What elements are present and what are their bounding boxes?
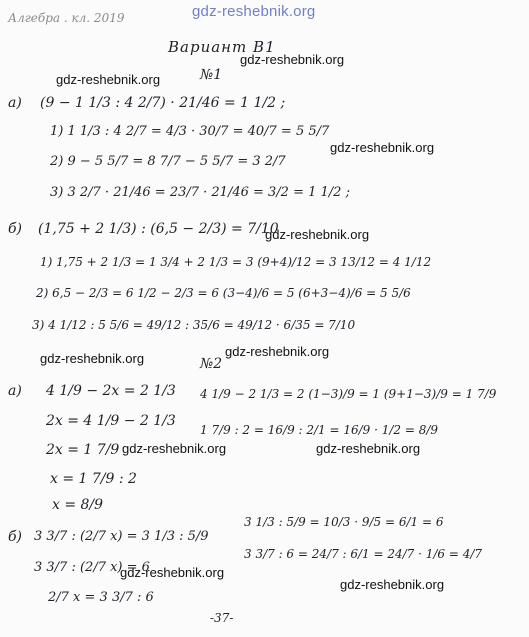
task1-b-marker: б): [8, 221, 23, 237]
watermark-8: gdz-reshebnik.org: [316, 441, 421, 456]
task2-b-line-1: 3 3/7 : (2/7 x) = 3 1/3 : 5/9: [34, 529, 209, 544]
task1-a-step-2: 2) 9 − 5 5/7 = 8 7/7 − 5 5/7 = 3 2/7: [50, 154, 286, 169]
task2-b-check-1: 3 1/3 : 5/9 = 10/3 · 9/5 = 6/1 = 6: [244, 515, 444, 529]
task1-b-step-1: 1) 1,75 + 2 1/3 = 1 3/4 + 2 1/3 = 3 (9+4)/12 = 3 13/12 = 4 1/12: [40, 255, 432, 269]
task2-a-check-1: 4 1/9 − 2 1/3 = 2 (1−3)/9 = 1 (9+1−3)/9 = 1 7/9: [200, 387, 497, 401]
header-scribble: Алгебра . кл. 2019: [8, 11, 125, 25]
task1-a-main: (9 − 1 1/3 : 4 2/7) · 21/46 = 1 1/2 ;: [40, 95, 286, 111]
task2-number: №2: [200, 356, 223, 372]
watermark-7: gdz-reshebnik.org: [122, 441, 227, 456]
task1-a-step-1: 1) 1 1/3 : 4 2/7 = 4/3 · 30/7 = 40/7 = 5 5/7: [50, 124, 330, 139]
task2-a-line-3: 2x = 1 7/9: [46, 442, 120, 458]
task1-a-marker: а): [8, 95, 22, 111]
task2-b-line-2: 3 3/7 : (2/7 x) = 6: [34, 560, 150, 575]
task1-b-step-2: 2) 6,5 − 2/3 = 6 1/2 − 2/3 = 6 (3−4)/6 = 5 (6+3−4)/6 = 5 5/6: [36, 286, 411, 300]
task1-number: №1: [200, 67, 223, 83]
task2-a-line-2: 2x = 4 1/9 − 2 1/3: [46, 413, 176, 429]
page-number: -37-: [210, 611, 234, 625]
task1-b-step-3: 3) 4 1/12 : 5 5/6 = 49/12 : 35/6 = 49/12 · 6/35 = 7/10: [32, 318, 356, 332]
watermark-10: gdz-reshebnik.org: [340, 577, 445, 592]
watermark-4: gdz-reshebnik.org: [265, 227, 370, 242]
task2-a-marker: а): [8, 383, 22, 399]
watermark-6: gdz-reshebnik.org: [225, 344, 330, 359]
variant-title: Вариант В1: [168, 38, 276, 56]
task1-a-step-3: 3) 3 2/7 · 21/46 = 23/7 · 21/46 = 3/2 = 1 1/2 ;: [50, 185, 350, 200]
watermark-2: gdz-reshebnik.org: [56, 72, 161, 87]
task2-a-line-4: x = 1 7/9 : 2: [50, 471, 137, 487]
site-header: gdz-reshebnik.org: [192, 3, 316, 20]
task2-b-marker: б): [8, 529, 23, 545]
watermark-9: gdz-reshebnik.org: [120, 565, 225, 580]
task2-b-line-3: 2/7 x = 3 3/7 : 6: [48, 590, 154, 605]
watermark-3: gdz-reshebnik.org: [330, 140, 435, 155]
task2-a-line-1: 4 1/9 − 2x = 2 1/3: [46, 383, 176, 399]
task2-a-line-5: x = 8/9: [52, 497, 104, 513]
task2-a-check-2: 1 7/9 : 2 = 16/9 : 2/1 = 16/9 · 1/2 = 8/9: [200, 423, 439, 437]
task1-b-main: (1,75 + 2 1/3) : (6,5 − 2/3) = 7/10: [38, 221, 279, 237]
watermark-5: gdz-reshebnik.org: [40, 351, 145, 366]
watermark-1: gdz-reshebnik.org: [240, 52, 345, 67]
task2-b-check-2: 3 3/7 : 6 = 24/7 : 6/1 = 24/7 · 1/6 = 4/7: [244, 547, 483, 561]
